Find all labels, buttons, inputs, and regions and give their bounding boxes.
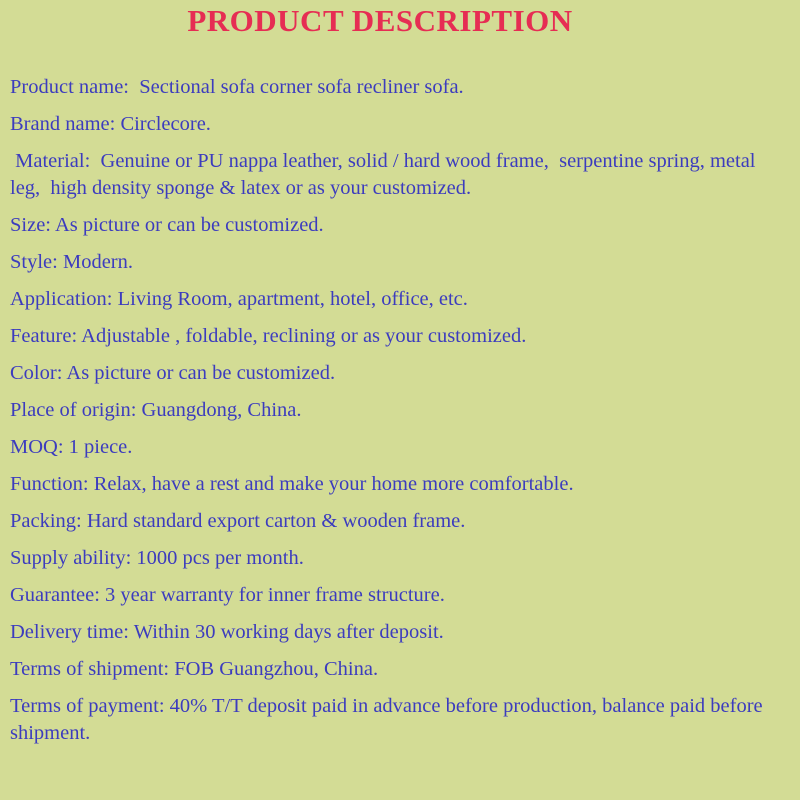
spec-list (10, 74, 770, 747)
spec-line: Feature: Adjustable , foldable, reclining or as your customized. (10, 325, 527, 347)
page-title: PRODUCT DESCRIPTION (187, 3, 573, 38)
spec-line: Terms of payment: 40% T/T deposit paid in advance before production, balance paid before shipment. (10, 695, 768, 744)
spec-line: Supply ability: 1000 pcs per month. (10, 547, 304, 569)
spec-line: Material: Genuine or PU nappa leather, solid / hard wood frame, serpentine spring, metal leg, high density sponge & latex or as your customized. (10, 150, 761, 199)
spec-line: Delivery time: Within 30 working days after deposit. (10, 621, 444, 643)
spec-line: Terms of shipment: FOB Guangzhou, China. (10, 658, 379, 680)
spec-line: Size: As picture or can be customized. (10, 214, 324, 236)
spec-line: Color: As picture or can be customized. (10, 362, 336, 384)
spec-line: Packing: Hard standard export carton & wooden frame. (10, 510, 466, 532)
spec-line: Place of origin: Guangdong, China. (10, 399, 302, 421)
spec-line: MOQ: 1 piece. (10, 436, 133, 458)
spec-line: Style: Modern. (10, 251, 133, 273)
spec-line: Application: Living Room, apartment, hotel, office, etc. (10, 288, 468, 310)
spec-line: Brand name: Circlecore. (10, 113, 211, 135)
spec-line: Guarantee: 3 year warranty for inner frame structure. (10, 584, 445, 606)
spec-line: Function: Relax, have a rest and make your home more comfortable. (10, 473, 574, 495)
spec-line: Product name: Sectional sofa corner sofa recliner sofa. (10, 76, 464, 98)
